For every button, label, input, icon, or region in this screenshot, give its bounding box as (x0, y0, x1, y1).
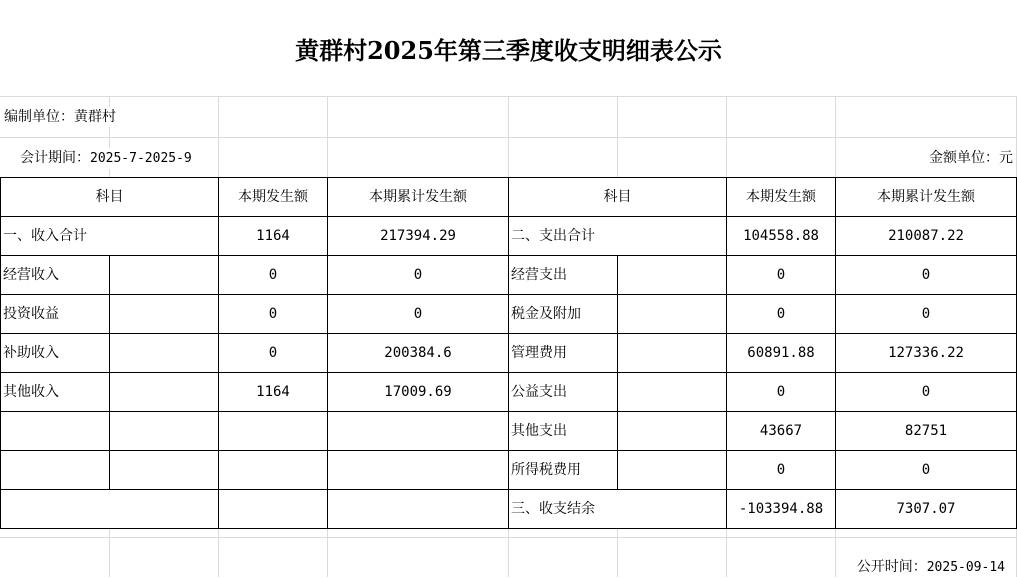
currency-unit: 金额单位：元 (929, 150, 1013, 166)
income-total-cumulative: 217394.29 (328, 217, 509, 256)
income-item-current: 0 (219, 334, 328, 373)
expense-item-cumulative: 0 (836, 295, 1017, 334)
header-row (1, 178, 1017, 217)
expense-item-label: 其他支出 (509, 412, 618, 451)
empty-cell (110, 295, 219, 334)
income-total-current: 1164 (219, 217, 328, 256)
empty-cell (110, 451, 219, 490)
expense-total-label: 二、支出合计 (509, 217, 727, 256)
empty-cell (618, 373, 727, 412)
empty-cell (219, 451, 328, 490)
empty-cell (219, 412, 328, 451)
empty-cell (110, 334, 219, 373)
empty-cell (110, 373, 219, 412)
expense-item-current: 0 (727, 451, 836, 490)
empty-cell (328, 490, 509, 529)
expense-item-label: 管理费用 (509, 334, 618, 373)
expense-item-label: 所得税费用 (509, 451, 618, 490)
table-row (1, 412, 1017, 451)
header-subject-right: 科目 (509, 178, 727, 217)
empty-cell (618, 412, 727, 451)
gridline (0, 537, 1017, 538)
empty-cell (110, 256, 219, 295)
expense-item-current: 0 (727, 256, 836, 295)
empty-cell (328, 412, 509, 451)
accounting-period (18, 148, 194, 169)
empty-cell (1, 451, 110, 490)
balance-current: -103394.88 (727, 490, 836, 529)
header-current-left: 本期发生额 (219, 178, 328, 217)
empty-cell (328, 451, 509, 490)
empty-cell (219, 490, 328, 529)
income-item-cumulative: 17009.69 (328, 373, 509, 412)
expense-item-label: 税金及附加 (509, 295, 618, 334)
page-title: 黄群村2025年第三季度收支明细表公示 (0, 0, 1017, 96)
accounting-period-label: 会计期间： (20, 150, 90, 166)
publish-date (857, 557, 1005, 578)
table-row (1, 373, 1017, 412)
header-cumulative-right: 本期累计发生额 (836, 178, 1017, 217)
income-item-cumulative: 0 (328, 295, 509, 334)
income-item-label: 补助收入 (1, 334, 110, 373)
expense-item-label: 经营支出 (509, 256, 618, 295)
income-item-label: 其他收入 (1, 373, 110, 412)
balance-label: 三、收支结余 (509, 490, 727, 529)
accounting-period-value: 2025-7-2025-9 (90, 151, 192, 166)
income-item-label: 经营收入 (1, 256, 110, 295)
empty-cell (1, 412, 110, 451)
expense-item-cumulative: 0 (836, 373, 1017, 412)
empty-cell (110, 412, 219, 451)
expense-item-cumulative: 82751 (836, 412, 1017, 451)
empty-cell (618, 334, 727, 373)
publish-date-value: 2025-09-14 (926, 560, 1005, 575)
expense-item-cumulative: 0 (836, 451, 1017, 490)
income-item-label: 投资收益 (1, 295, 110, 334)
expense-item-cumulative: 127336.22 (836, 334, 1017, 373)
expense-item-current: 60891.88 (727, 334, 836, 373)
table-row (1, 490, 1017, 529)
empty-cell (618, 451, 727, 490)
income-item-current: 0 (219, 256, 328, 295)
gridline (0, 137, 1017, 138)
header-current-right: 本期发生额 (727, 178, 836, 217)
expense-item-current: 0 (727, 295, 836, 334)
income-item-cumulative: 200384.6 (328, 334, 509, 373)
table-row (1, 451, 1017, 490)
income-item-cumulative: 0 (328, 256, 509, 295)
balance-cumulative: 7307.07 (836, 490, 1017, 529)
expense-item-current: 43667 (727, 412, 836, 451)
table-row (1, 217, 1017, 256)
expense-item-current: 0 (727, 373, 836, 412)
expense-total-cumulative: 210087.22 (836, 217, 1017, 256)
table-row (1, 334, 1017, 373)
header-subject-left: 科目 (1, 178, 219, 217)
expense-total-current: 104558.88 (727, 217, 836, 256)
expense-item-label: 公益支出 (509, 373, 618, 412)
expense-item-cumulative: 0 (836, 256, 1017, 295)
publish-date-label: 公开时间： (856, 559, 927, 575)
table-row (1, 256, 1017, 295)
income-expense-table (0, 177, 1017, 529)
income-item-current: 1164 (219, 373, 328, 412)
empty-cell (618, 256, 727, 295)
empty-cell (618, 295, 727, 334)
income-item-current: 0 (219, 295, 328, 334)
gridline (0, 96, 1017, 97)
compiling-unit: 编制单位：黄群村 (4, 109, 116, 125)
table-row (1, 295, 1017, 334)
income-total-label: 一、收入合计 (1, 217, 219, 256)
header-cumulative-left: 本期累计发生额 (328, 178, 509, 217)
empty-cell (1, 490, 219, 529)
